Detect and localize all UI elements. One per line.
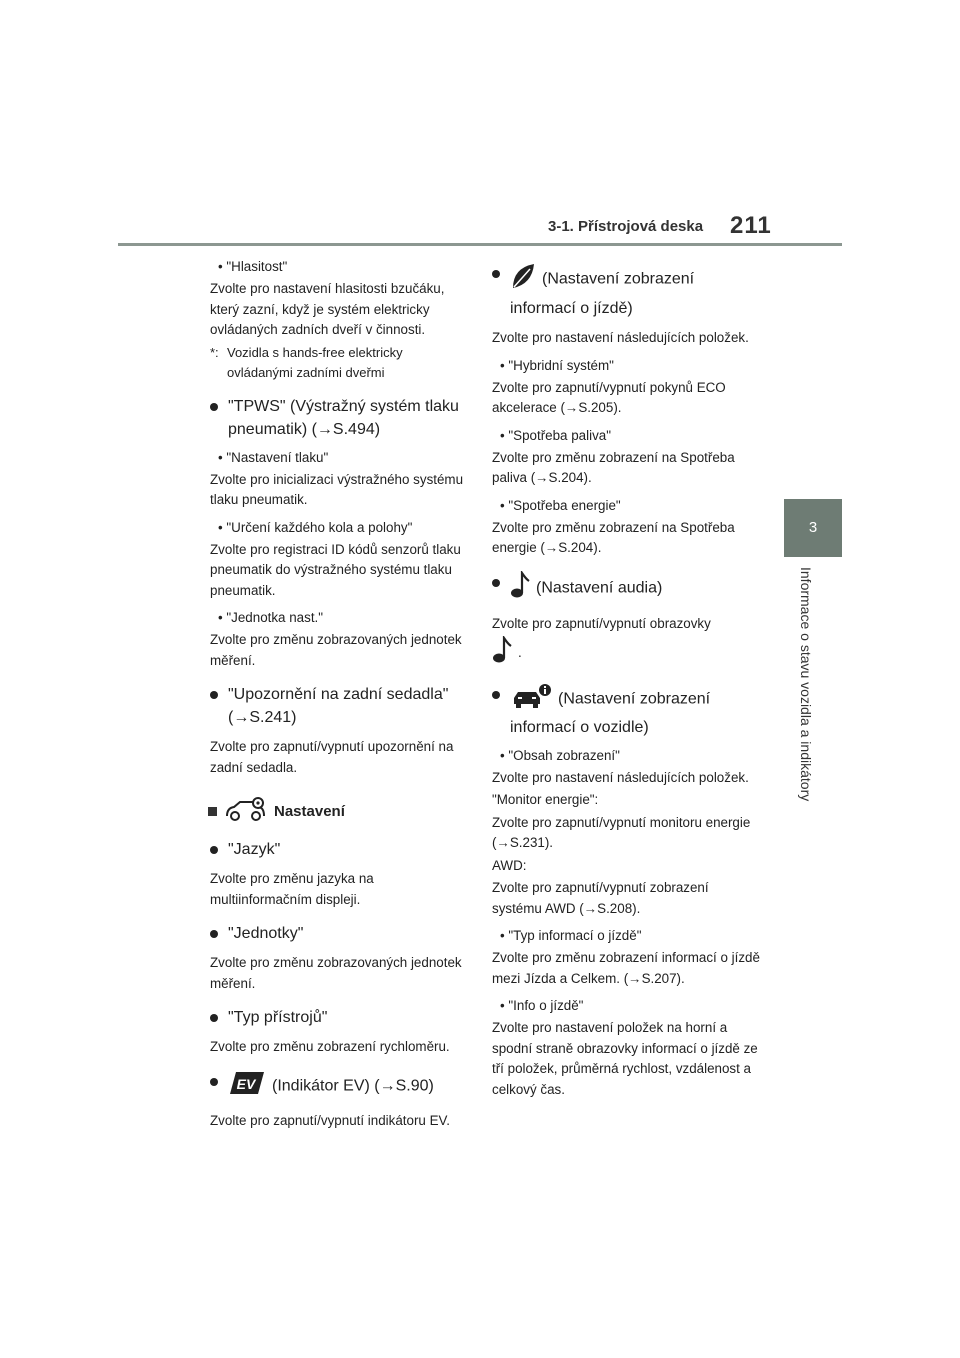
- item-heading-body: [510, 683, 762, 739]
- paragraph: Zvolte pro registraci ID kódů senzorů tlaku pneumatik do výstražného systému tlaku pneumatik.: [210, 541, 461, 598]
- section-title: 3-1. Přístrojová deska: [548, 218, 704, 235]
- paragraph: Zvolte pro zapnutí/vypnutí pokynů ECO akcelerace (→S.205).: [492, 379, 726, 415]
- item-heading: [210, 1070, 470, 1103]
- item-heading-body: [228, 838, 470, 861]
- paragraph: Zvolte pro nastavení následujících položek.: [492, 769, 749, 785]
- item-heading-body: [510, 571, 762, 606]
- footnote: [210, 343, 470, 383]
- bullet-dot-icon: [210, 691, 218, 699]
- item-heading-body: [228, 1006, 470, 1029]
- bullet-dot-icon: [210, 846, 218, 854]
- paragraph: Zvolte pro nastavení položek na horní a spodní straně obrazovky informací o jízdě ze tří položek, průměrná rychlost, vzdálenost a celkový čas.: [492, 1020, 758, 1097]
- music-note-icon: [510, 571, 530, 606]
- paragraph: AWD:: [492, 857, 527, 873]
- right-column: [492, 250, 762, 1102]
- paragraph: Zvolte pro změnu zobrazení rychloměru.: [210, 1039, 450, 1054]
- left-column: [210, 250, 470, 1133]
- item-heading-text: (Nastavení zobrazení informací o vozidle): [510, 690, 711, 736]
- item-heading: [210, 395, 470, 441]
- bullet-item: • "Info o jízdě": [500, 998, 584, 1013]
- item-heading: [210, 838, 470, 861]
- item-heading-text: "Upozornění na zadní sedadla" (→S.241): [228, 686, 449, 726]
- paragraph: Zvolte pro změnu jazyka na multiinformačním displeji.: [210, 871, 374, 907]
- subsection-heading: [208, 796, 470, 826]
- paragraph: Zvolte pro zapnutí/vypnutí obrazovky: [492, 615, 711, 631]
- footnote-mark: *:: [210, 344, 219, 360]
- bullet-item: • "Jednotka nast.": [218, 610, 324, 625]
- item-heading: [210, 1006, 470, 1029]
- square-bullet-icon: [208, 807, 217, 816]
- item-heading-text: "Jazyk": [228, 841, 281, 858]
- item-heading-text: "TPWS" (Výstražný systém tlaku pneumatik) (→S.494): [228, 397, 459, 438]
- item-heading: [210, 922, 470, 945]
- bullet-dot-icon: [210, 1078, 218, 1086]
- chapter-tab: 3: [784, 499, 842, 557]
- bullet-item: • "Hybridní systém": [500, 357, 614, 373]
- subsection-heading-text: Nastavení: [274, 802, 345, 820]
- bullet-item: • "Spotřeba energie": [500, 497, 621, 513]
- music-note-icon: [492, 636, 512, 671]
- car-settings-icon: [224, 796, 268, 826]
- item-heading-body: [510, 262, 762, 320]
- paragraph: Zvolte pro změnu zobrazovaných jednotek měření.: [210, 632, 462, 668]
- item-heading-text: (Nastavení zobrazení informací o jízdě): [510, 270, 695, 317]
- bullet-item: • "Obsah zobrazení": [500, 747, 620, 763]
- paragraph: Zvolte pro nastavení následujících položek.: [492, 330, 749, 345]
- item-heading-text: (Nastavení audia): [536, 579, 663, 597]
- icon-line: [492, 636, 762, 671]
- item-heading-text: (Indikátor EV) (→S.90): [272, 1077, 434, 1095]
- item-heading-body: [228, 683, 470, 729]
- ev-icon: [228, 1070, 266, 1103]
- item-heading-body: [228, 1070, 470, 1103]
- bullet-item: • "Typ informací o jízdě": [500, 928, 642, 943]
- bullet-dot-icon: [210, 1014, 218, 1022]
- paragraph: Zvolte pro nastavení hlasitosti bzučáku, který zazní, když je systém elektricky ovládaných zadních dveří v činnosti.: [210, 281, 445, 337]
- paragraph: Zvolte pro změnu zobrazení na Spotřeba paliva (→S.204).: [492, 449, 735, 485]
- item-heading: [210, 683, 470, 729]
- car-info-icon: [510, 683, 552, 716]
- footnote-text: Vozidla s hands-free elektricky ovládanými zadními dveřmi: [227, 344, 403, 380]
- bullet-dot-icon: [210, 930, 218, 938]
- paragraph: Zvolte pro změnu zobrazení na Spotřeba energie (→S.204).: [492, 519, 735, 555]
- bullet-item: • "Spotřeba paliva": [500, 427, 611, 443]
- bullet-dot-icon: [492, 579, 500, 587]
- bullet-dot-icon: [210, 403, 218, 411]
- leaf-icon: [510, 262, 536, 297]
- bullet-dot-icon: [492, 270, 500, 278]
- bullet-item: • "Hlasitost": [218, 259, 288, 274]
- paragraph: Zvolte pro změnu zobrazovaných jednotek měření.: [210, 955, 462, 991]
- chapter-side-title: Informace o stavu vozidla a indikátory: [798, 567, 814, 802]
- paragraph: Zvolte pro zapnutí/vypnutí zobrazení systému AWD (→S.208).: [492, 880, 709, 916]
- paragraph: Zvolte pro zapnutí/vypnutí upozornění na zadní sedadla.: [210, 739, 454, 775]
- paragraph: Zvolte pro změnu zobrazení informací o jízdě mezi Jízda a Celkem. (→S.207).: [492, 950, 760, 986]
- item-heading-body: [228, 922, 470, 945]
- bullet-item: • "Nastavení tlaku": [218, 449, 329, 465]
- icon-line-text: .: [518, 644, 522, 660]
- item-heading-text: "Typ přístrojů": [228, 1009, 328, 1026]
- page-number: 211: [730, 212, 772, 239]
- item-heading-text: "Jednotky": [228, 925, 304, 942]
- paragraph: Zvolte pro zapnutí/vypnutí indikátoru EV.: [210, 1112, 450, 1128]
- header-rule: [118, 243, 842, 246]
- item-heading: [492, 683, 762, 739]
- svg-text:EV: EV: [236, 1075, 256, 1092]
- bullet-dot-icon: [492, 691, 500, 699]
- item-heading: [492, 571, 762, 606]
- item-heading-body: [228, 395, 470, 441]
- paragraph: Zvolte pro inicializaci výstražného systému tlaku pneumatik.: [210, 471, 464, 507]
- paragraph: "Monitor energie":: [492, 792, 599, 807]
- item-heading: [492, 262, 762, 320]
- bullet-item: • "Určení každého kola a polohy": [218, 519, 413, 535]
- paragraph: Zvolte pro zapnutí/vypnutí monitoru energie (→S.231).: [492, 814, 751, 850]
